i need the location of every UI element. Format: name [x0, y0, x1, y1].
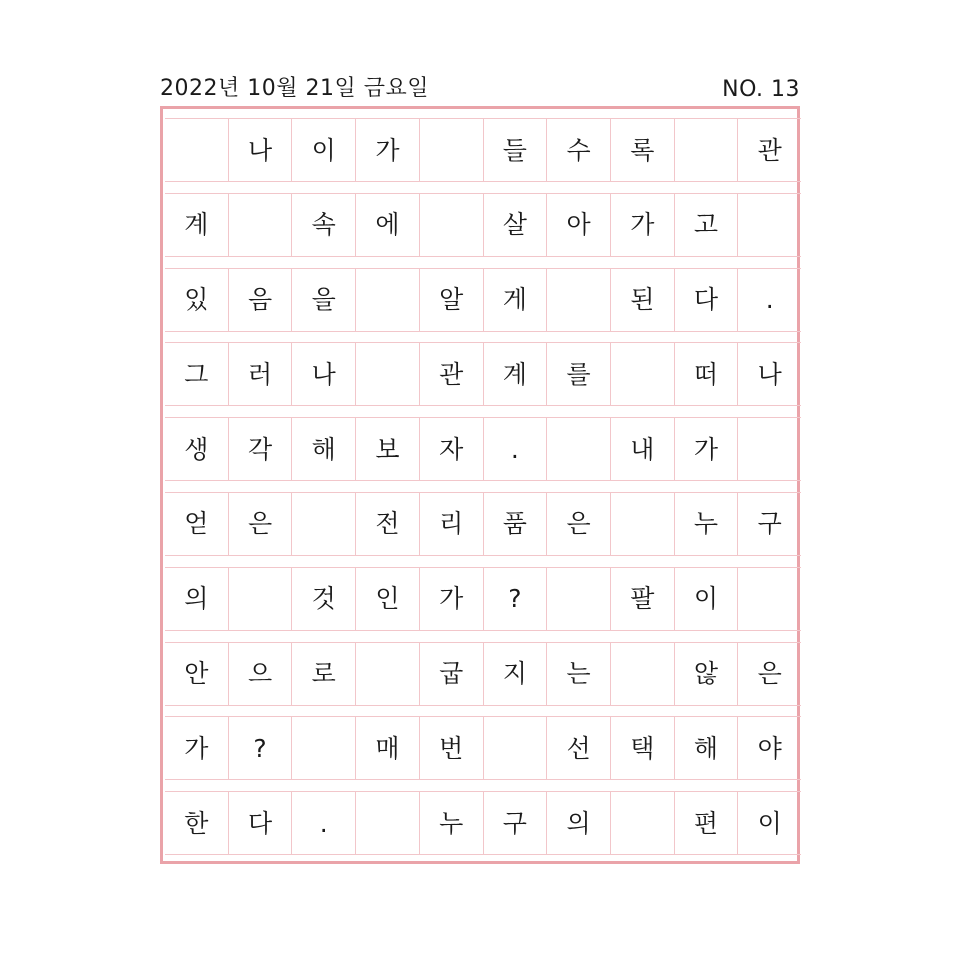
- grid-cell: 게: [484, 269, 548, 331]
- grid-cell: 팔: [611, 568, 675, 630]
- grid-cell: 있: [165, 269, 229, 331]
- grid-cell: 관: [420, 343, 484, 405]
- grid-cell: 이: [675, 568, 739, 630]
- grid-cell: [738, 194, 801, 256]
- grid-cell: 에: [356, 194, 420, 256]
- grid-row: [165, 716, 801, 780]
- grid-cell: 보: [356, 418, 420, 480]
- grid-cell: 는: [547, 643, 611, 705]
- grid-cell: 누: [675, 493, 739, 555]
- grid-cell: 이: [757, 808, 782, 838]
- grid-cell: 한: [165, 792, 229, 854]
- grid-cell: 러: [229, 343, 293, 405]
- grid-cell: 관: [757, 135, 782, 165]
- grid-cell: [292, 493, 356, 555]
- grid-cell: 살: [484, 194, 548, 256]
- grid-cell: 리: [420, 493, 484, 555]
- grid-cell: [356, 643, 420, 705]
- grid-cell: [165, 119, 229, 181]
- grid-cell: 계: [165, 194, 229, 256]
- grid-cell: [356, 792, 420, 854]
- grid-cell: 이: [292, 119, 356, 181]
- grid-cell: 떠: [675, 343, 739, 405]
- grid-cell: 생: [165, 418, 229, 480]
- grid-row: [165, 193, 801, 257]
- grid-cell: 인: [356, 568, 420, 630]
- grid-cell: [420, 194, 484, 256]
- grid-cell: 해: [675, 717, 739, 779]
- grid-cell: 가: [165, 717, 229, 779]
- grid-cell: ?: [229, 717, 293, 779]
- grid-cell: 나: [292, 343, 356, 405]
- grid-cell: [611, 792, 675, 854]
- grid-cell: [420, 119, 484, 181]
- grid-cell: 의: [165, 568, 229, 630]
- grid-cell: 굽: [420, 643, 484, 705]
- grid-row: [165, 268, 801, 332]
- grid-cell: [547, 269, 611, 331]
- grid-cell: 가: [420, 568, 484, 630]
- grid-cell: [547, 568, 611, 630]
- grid-cell: 편: [675, 792, 739, 854]
- grid-cell: 계: [484, 343, 548, 405]
- grid-row: [165, 492, 801, 556]
- grid-cell: [229, 194, 293, 256]
- grid-cell: 가: [611, 194, 675, 256]
- grid-cell: 안: [165, 643, 229, 705]
- grid-cell: 아: [547, 194, 611, 256]
- grid-cell: 를: [547, 343, 611, 405]
- grid-cell: 내: [611, 418, 675, 480]
- grid-cell: 을: [292, 269, 356, 331]
- manuscript-grid: [165, 118, 801, 866]
- manuscript-sheet: [160, 106, 800, 864]
- grid-cell: 전: [356, 493, 420, 555]
- grid-cell: 나: [757, 359, 782, 389]
- grid-cell: [738, 418, 801, 480]
- grid-cell: [738, 568, 801, 630]
- grid-cell: [611, 343, 675, 405]
- grid-row: [165, 567, 801, 631]
- grid-cell: 은: [547, 493, 611, 555]
- grid-cell: 선: [547, 717, 611, 779]
- page-number: NO. 13: [722, 77, 800, 102]
- grid-cell: 가: [675, 418, 739, 480]
- grid-cell: 음: [229, 269, 293, 331]
- grid-cell: 나: [229, 119, 293, 181]
- grid-cell: [356, 269, 420, 331]
- grid-cell: [356, 343, 420, 405]
- grid-cell: 구: [757, 509, 782, 539]
- grid-cell: 다: [675, 269, 739, 331]
- grid-cell: 야: [757, 733, 782, 763]
- grid-cell: [484, 717, 548, 779]
- grid-cell: 록: [611, 119, 675, 181]
- grid-cell: [229, 568, 293, 630]
- grid-cell: .: [292, 792, 356, 854]
- grid-cell: 의: [547, 792, 611, 854]
- grid-row: [165, 118, 801, 182]
- grid-cell: 얻: [165, 493, 229, 555]
- grid-cell: 된: [611, 269, 675, 331]
- grid-cell: 은: [229, 493, 293, 555]
- grid-cell: 알: [420, 269, 484, 331]
- date-label: 2022년 10월 21일 금요일: [160, 76, 429, 101]
- grid-row: [165, 342, 801, 406]
- grid-cell: [675, 119, 739, 181]
- grid-row: [165, 791, 801, 855]
- grid-cell: 자: [420, 418, 484, 480]
- grid-cell: 각: [229, 418, 293, 480]
- grid-row: [165, 642, 801, 706]
- grid-cell: 가: [356, 119, 420, 181]
- page-header: [160, 66, 800, 106]
- grid-cell: 다: [229, 792, 293, 854]
- grid-cell: 수: [547, 119, 611, 181]
- grid-cell: 은: [757, 659, 782, 689]
- grid-cell: 것: [292, 568, 356, 630]
- grid-cell: 으: [229, 643, 293, 705]
- grid-cell: 구: [484, 792, 548, 854]
- grid-cell: 들: [484, 119, 548, 181]
- grid-cell: 않: [675, 643, 739, 705]
- grid-cell: [611, 493, 675, 555]
- grid-cell: .: [765, 285, 774, 315]
- grid-cell: [547, 418, 611, 480]
- grid-cell: 택: [611, 717, 675, 779]
- grid-cell: 품: [484, 493, 548, 555]
- grid-cell: 해: [292, 418, 356, 480]
- grid-cell: 번: [420, 717, 484, 779]
- grid-cell: .: [484, 418, 548, 480]
- grid-cell: 그: [165, 343, 229, 405]
- grid-cell: 누: [420, 792, 484, 854]
- grid-cell: 고: [675, 194, 739, 256]
- grid-cell: 로: [292, 643, 356, 705]
- grid-cell: 속: [292, 194, 356, 256]
- grid-cell: 지: [484, 643, 548, 705]
- grid-cell: [292, 717, 356, 779]
- grid-row: [165, 417, 801, 481]
- grid-cell: [611, 643, 675, 705]
- grid-cell: ?: [484, 568, 548, 630]
- grid-cell: 매: [356, 717, 420, 779]
